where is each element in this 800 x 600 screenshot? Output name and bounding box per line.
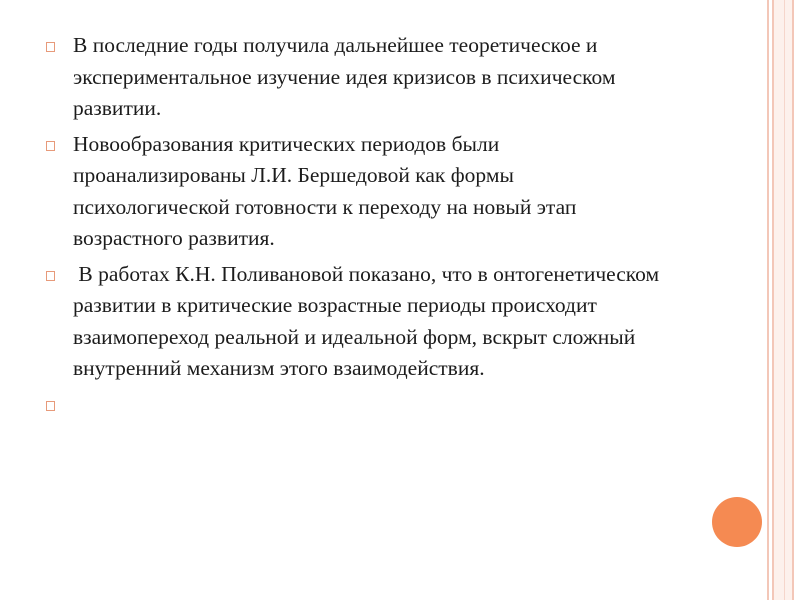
list-item bbox=[46, 30, 666, 125]
bullet-text: В последние годы получила дальнейшее теоретическое и экспериментальное изучение идея кризисов в психическом развитии. bbox=[73, 33, 616, 120]
list-item bbox=[46, 129, 666, 255]
frame-line-inner bbox=[772, 0, 794, 600]
bullet-list bbox=[46, 30, 666, 424]
bullet-text bbox=[73, 389, 666, 420]
square-bullet-icon bbox=[46, 141, 55, 151]
orange-circle-decoration bbox=[712, 497, 762, 547]
square-bullet-icon bbox=[46, 42, 55, 52]
bullet-text: Новообразования критических периодов были проанализированы Л.И. Бершедовой как формы психологической готовности к переходу на новый этап возрастного развития. bbox=[73, 131, 577, 250]
list-item bbox=[46, 389, 666, 420]
square-bullet-icon bbox=[46, 271, 55, 281]
bullet-text: В работах К.Н. Поливановой показано, что в онтогенетическом развитии в критические возрастные периоды происходит взаимопереход реальной и идеальной форм, вскрыт сложный внутренний механизм этого взаимодействия. bbox=[73, 261, 665, 380]
square-bullet-icon bbox=[46, 401, 55, 411]
frame-line-outer bbox=[767, 0, 769, 600]
list-item bbox=[46, 259, 666, 385]
